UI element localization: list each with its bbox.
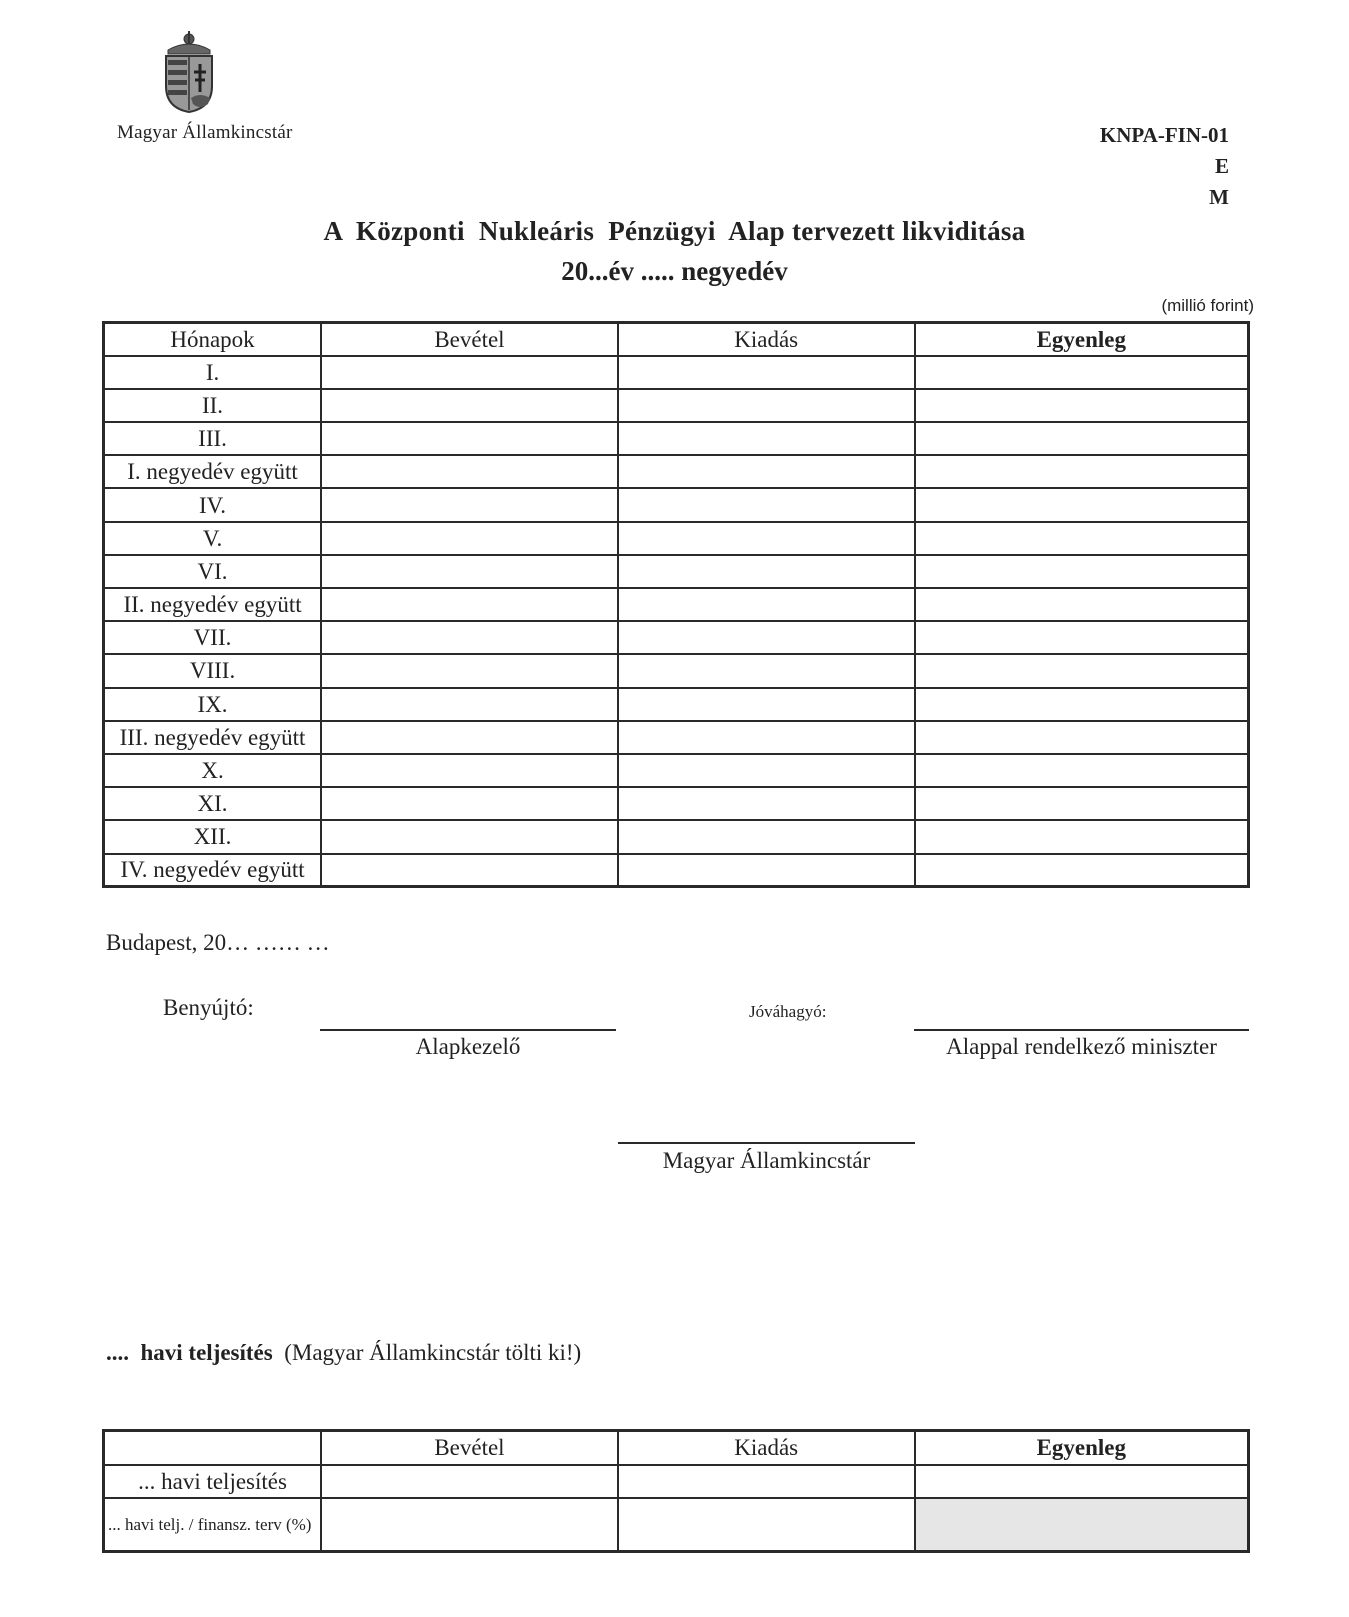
place-date: Budapest, 20… …… … [106, 930, 330, 955]
submitter-role: Alapkezelő [415, 1034, 521, 1059]
income-cell[interactable] [321, 621, 618, 654]
balance-cell[interactable] [915, 488, 1249, 521]
month-label: IV. negyedév együtt [104, 854, 322, 887]
expense-cell[interactable] [618, 356, 915, 389]
month-label: V. [104, 522, 322, 555]
expense-cell[interactable] [618, 688, 915, 721]
header-balance: Egyenleg [915, 323, 1249, 356]
performance-heading-note: (Magyar Államkincstár tölti ki!) [272, 1340, 582, 1365]
performance-heading-prefix: .... [106, 1340, 141, 1365]
month-label: III. [104, 422, 322, 455]
balance-cell[interactable] [915, 854, 1249, 887]
balance-cell[interactable] [915, 588, 1249, 621]
balance-cell[interactable] [915, 555, 1249, 588]
org-name: Magyar Államkincstár [117, 122, 293, 143]
perf-header-income: Bevétel [321, 1431, 618, 1465]
perf-row2-expense-cell[interactable] [618, 1498, 915, 1552]
unit-label: (millió forint) [1161, 296, 1254, 315]
income-cell[interactable] [321, 588, 618, 621]
balance-cell[interactable] [915, 787, 1249, 820]
table-row [104, 522, 1249, 555]
income-cell[interactable] [321, 522, 618, 555]
month-label: I. [104, 356, 322, 389]
performance-heading-bold: havi teljesítés [140, 1340, 273, 1365]
income-cell[interactable] [321, 488, 618, 521]
submitter-label: Benyújtó: [163, 995, 254, 1020]
approver-signature-line[interactable] [914, 1029, 1249, 1031]
month-label: X. [104, 754, 322, 787]
submitter-signature-line[interactable] [320, 1029, 616, 1031]
table-row [104, 422, 1249, 455]
table-row [104, 488, 1249, 521]
form-code-block [1100, 120, 1229, 213]
header-income: Bevétel [321, 323, 618, 356]
expense-cell[interactable] [618, 721, 915, 754]
balance-cell[interactable] [915, 356, 1249, 389]
balance-cell[interactable] [915, 820, 1249, 853]
expense-cell[interactable] [618, 455, 915, 488]
table-row [104, 389, 1249, 422]
perf-row1-income-cell[interactable] [321, 1465, 618, 1498]
page-subtitle: 20...év ..... negyedév [561, 256, 788, 286]
treasury-role: Magyar Államkincstár [662, 1148, 871, 1173]
month-label: IX. [104, 688, 322, 721]
balance-cell[interactable] [915, 621, 1249, 654]
expense-cell[interactable] [618, 820, 915, 853]
balance-cell[interactable] [915, 721, 1249, 754]
perf-row1-balance-cell[interactable] [915, 1465, 1249, 1498]
expense-cell[interactable] [618, 854, 915, 887]
treasury-signature-line[interactable] [618, 1142, 915, 1144]
income-cell[interactable] [321, 389, 618, 422]
month-label: VI. [104, 555, 322, 588]
form-code-line3: M [1209, 185, 1229, 209]
expense-cell[interactable] [618, 621, 915, 654]
income-cell[interactable] [321, 422, 618, 455]
expense-cell[interactable] [618, 522, 915, 555]
header-months: Hónapok [104, 323, 322, 356]
perf-row1-label: ... havi teljesítés [104, 1465, 322, 1498]
page-title: A Központi Nukleáris Pénzügyi Alap tervezett likviditása [323, 216, 1026, 246]
table-row [104, 1465, 1249, 1498]
perf-row2-balance-cell [915, 1498, 1249, 1552]
balance-cell[interactable] [915, 422, 1249, 455]
income-cell[interactable] [321, 455, 618, 488]
expense-cell[interactable] [618, 588, 915, 621]
perf-row2-label: ... havi telj. / finansz. terv (%) [104, 1498, 322, 1552]
month-label: VII. [104, 621, 322, 654]
expense-cell[interactable] [618, 488, 915, 521]
expense-cell[interactable] [618, 654, 915, 687]
perf-header-balance: Egyenleg [915, 1431, 1249, 1465]
expense-cell[interactable] [618, 422, 915, 455]
table-row [104, 688, 1249, 721]
balance-cell[interactable] [915, 754, 1249, 787]
balance-cell[interactable] [915, 389, 1249, 422]
perf-row2-income-cell[interactable] [321, 1498, 618, 1552]
table-row [104, 754, 1249, 787]
table-row [104, 356, 1249, 389]
perf-header-expense: Kiadás [618, 1431, 915, 1465]
perf-row1-expense-cell[interactable] [618, 1465, 915, 1498]
month-label: XII. [104, 820, 322, 853]
month-label: II. [104, 389, 322, 422]
income-cell[interactable] [321, 356, 618, 389]
table-row [104, 854, 1249, 887]
month-label: I. negyedév együtt [104, 455, 322, 488]
income-cell[interactable] [321, 555, 618, 588]
expense-cell[interactable] [618, 389, 915, 422]
table-header-row [104, 323, 1249, 356]
balance-cell[interactable] [915, 654, 1249, 687]
coat-of-arms-icon [160, 30, 218, 114]
expense-cell[interactable] [618, 555, 915, 588]
expense-cell[interactable] [618, 787, 915, 820]
performance-table [102, 1429, 1250, 1553]
income-cell[interactable] [321, 654, 618, 687]
income-cell[interactable] [321, 721, 618, 754]
income-cell[interactable] [321, 854, 618, 887]
income-cell[interactable] [321, 820, 618, 853]
month-label: VIII. [104, 654, 322, 687]
table-row [104, 555, 1249, 588]
balance-cell[interactable] [915, 522, 1249, 555]
table-row [104, 654, 1249, 687]
table-row [104, 588, 1249, 621]
form-code: KNPA-FIN-01 [1099, 123, 1229, 147]
balance-cell[interactable] [915, 455, 1249, 488]
month-label: II. negyedév együtt [104, 588, 322, 621]
liquidity-table [102, 321, 1250, 888]
income-cell[interactable] [321, 787, 618, 820]
approver-label: Jóváhagyó: [749, 1002, 827, 1021]
performance-header-row [104, 1431, 1249, 1465]
perf-header-blank [104, 1431, 322, 1465]
table-row [104, 1498, 1249, 1552]
header-expense: Kiadás [618, 323, 915, 356]
approver-role: Alappal rendelkező miniszter [946, 1034, 1217, 1059]
performance-heading [106, 1340, 581, 1366]
table-row [104, 820, 1249, 853]
balance-cell[interactable] [915, 688, 1249, 721]
month-label: IV. [104, 488, 322, 521]
month-label: XI. [104, 787, 322, 820]
table-row [104, 621, 1249, 654]
month-label: III. negyedév együtt [104, 721, 322, 754]
table-row [104, 455, 1249, 488]
form-code-line2: E [1214, 154, 1229, 178]
expense-cell[interactable] [618, 754, 915, 787]
income-cell[interactable] [321, 688, 618, 721]
table-row [104, 721, 1249, 754]
table-row [104, 787, 1249, 820]
income-cell[interactable] [321, 754, 618, 787]
